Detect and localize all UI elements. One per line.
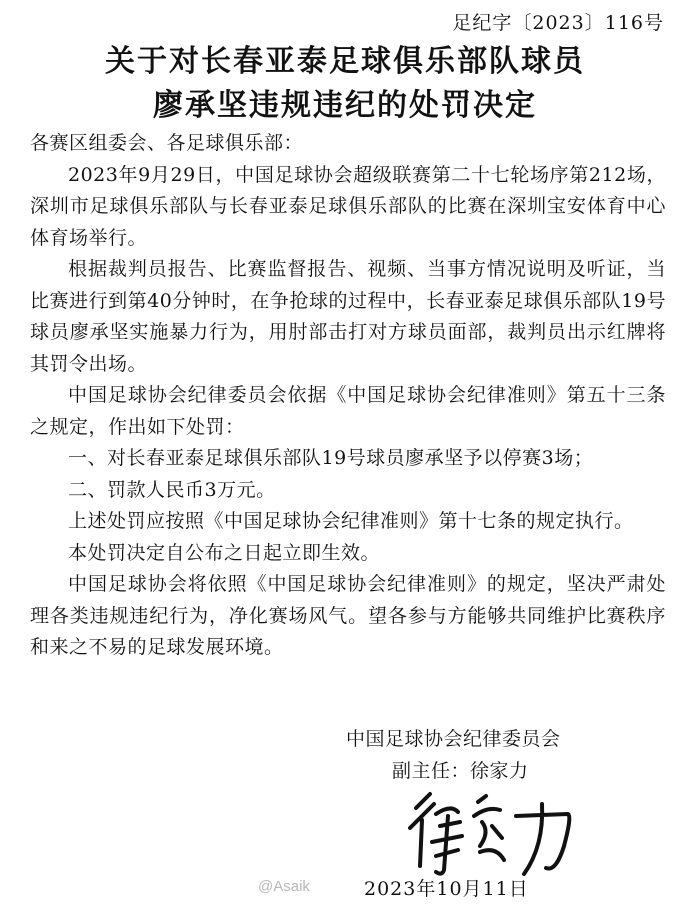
- document-body: [30, 128, 666, 664]
- watermark: @Asaik: [258, 878, 310, 895]
- paragraph-effective: 本处罚决定自公布之日起立即生效。: [68, 541, 381, 564]
- paragraph-execution: 上述处罚应按照《中国足球协会纪律准则》第十七条的规定执行。: [68, 510, 634, 532]
- document-title-line-1: 关于对长春亚泰足球俱乐部队球员: [105, 44, 585, 79]
- penalty-suspension: 一、对长春亚泰足球俱乐部队19号球员廖承坚予以停赛3场；: [68, 447, 594, 469]
- handwritten-signature: [396, 786, 586, 881]
- signing-organization: 中国足球协会纪律委员会: [346, 728, 561, 750]
- signer-title-name: 副主任：徐家力: [392, 760, 529, 782]
- paragraph-basis: 中国足球协会纪律委员会依据《中国足球协会纪律准则》第五十三条之规定，作出如下处罚：: [30, 384, 666, 438]
- paragraph-incident: 根据裁判员报告、比赛监督报告、视频、当事方情况说明及听证，当比赛进行到第40分钟时，在争抢球的过程中，长春亚泰足球俱乐部队19号球员廖承坚实施暴力行为，用肘部击打对方球员面部，裁判员出示红牌将其罚令出场。: [30, 258, 666, 375]
- salutation: 各赛区组委会、各足球俱乐部：: [30, 132, 304, 154]
- paragraph-closing: 中国足球协会将依照《中国足球协会纪律准则》的规定，坚决严肃处理各类违规违纪行为，净化赛场风气。望各参与方能够共同维护比赛秩序和来之不易的足球发展环境。: [30, 573, 666, 658]
- document-title-line-2: 廖承坚违规违纪的处罚决定: [153, 88, 537, 123]
- penalty-fine: 二、罚款人民币3万元。: [68, 478, 276, 501]
- document-number: 足纪字〔2023〕116号: [452, 12, 664, 34]
- document-date: 2023年10月11日: [364, 878, 529, 900]
- paragraph-match-info: 2023年9月29日，中国足球协会超级联赛第二十七轮场序第212场，深圳市足球俱乐部队与长春亚泰足球俱乐部队的比赛在深圳宝安体育中心体育场举行。: [30, 163, 666, 249]
